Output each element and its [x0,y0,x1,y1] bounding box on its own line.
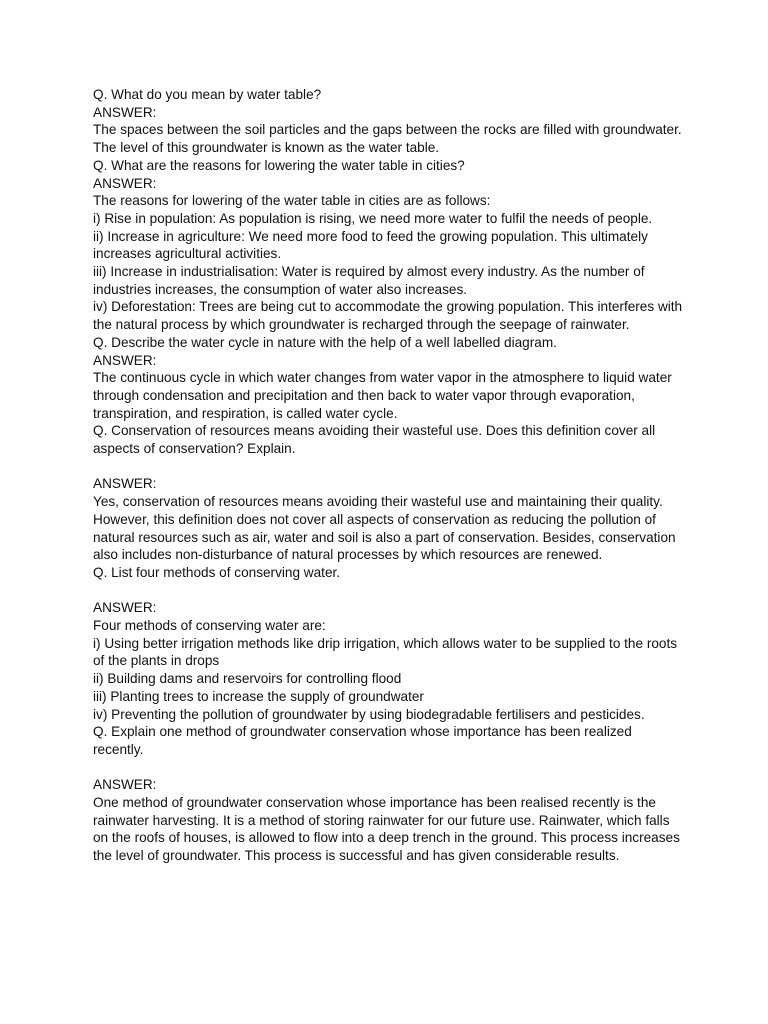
list-item: ii) Increase in agriculture: We need more food to feed the growing population. This ultimately increases agricultural activities. [93,228,648,262]
answer-text: The reasons for lowering of the water table in cities are as follows: [93,193,491,209]
answer-text: Four methods of conserving water are: [93,618,326,634]
answer-label: ANSWER: [93,175,157,191]
answer-text: One method of groundwater conservation whose importance has been realised recently is the rainwater harvesting. It is a method of storing rainwater for our future use. Rainwater, which falls on the roofs of houses, is allowed to flow into a deep trench in the ground. This process increases the level of groundwater. This process is successful and has given considerable results. [93,795,680,864]
list-item: i) Rise in population: As population is rising, we need more water to fulfil the needs of people. [93,210,653,226]
list-item: iii) Planting trees to increase the supply of groundwater [93,688,424,704]
blank-line [93,458,683,476]
list-item: iii) Increase in industrialisation: Water is required by almost every industry. As the number of industries increases, the consumption of water also increases. [93,264,645,297]
answer-text: Yes, conservation of resources means avoiding their wasteful use and maintaining their quality. However, this definition does not cover all aspects of conservation as reducing the pollution of natural resources such as air, water and soil is also a part of conservation. Besides, conservation also includes non-disturbance of natural processes by which resources are renewed. [93,494,676,563]
answer-label: ANSWER: [93,600,157,616]
answer-label: ANSWER: [93,104,157,120]
answer-label: ANSWER: [93,777,157,793]
blank-line [93,582,683,600]
question-text: Q. List four methods of conserving water. [93,564,341,580]
answer-text: The spaces between the soil particles and the gaps between the rocks are filled with groundwater. The level of this groundwater is known as the water table. [93,122,682,156]
list-item: i) Using better irrigation methods like drip irrigation, which allows water to be supplied to the roots of the plants in drops [93,635,678,669]
document-body [93,86,683,865]
answer-label: ANSWER: [93,352,157,368]
answer-label: ANSWER: [93,476,157,492]
question-text: Q. Conservation of resources means avoiding their wasteful use. Does this definition cover all aspects of conservation? Explain. [93,423,656,457]
question-text: Q. What do you mean by water table? [93,87,322,102]
question-text: Q. Explain one method of groundwater conservation whose importance has been realized recently. [93,724,632,757]
answer-text: The continuous cycle in which water changes from water vapor in the atmosphere to liquid water through condensation and precipitation and then back to water vapor through evaporation, transpiration, and respiration, is called water cycle. [93,370,672,421]
question-text: Q. Describe the water cycle in nature with the help of a well labelled diagram. [93,334,557,350]
list-item: iv) Deforestation: Trees are being cut to accommodate the growing population. This interferes with the natural process by which groundwater is recharged through the seepage of rainwater. [93,299,683,333]
list-item: ii) Building dams and reservoirs for controlling flood [93,671,402,687]
list-item: iv) Preventing the pollution of groundwater by using biodegradable fertilisers and pesticides. [93,706,645,722]
question-text: Q. What are the reasons for lowering the water table in cities? [93,157,465,173]
blank-line [93,759,683,777]
